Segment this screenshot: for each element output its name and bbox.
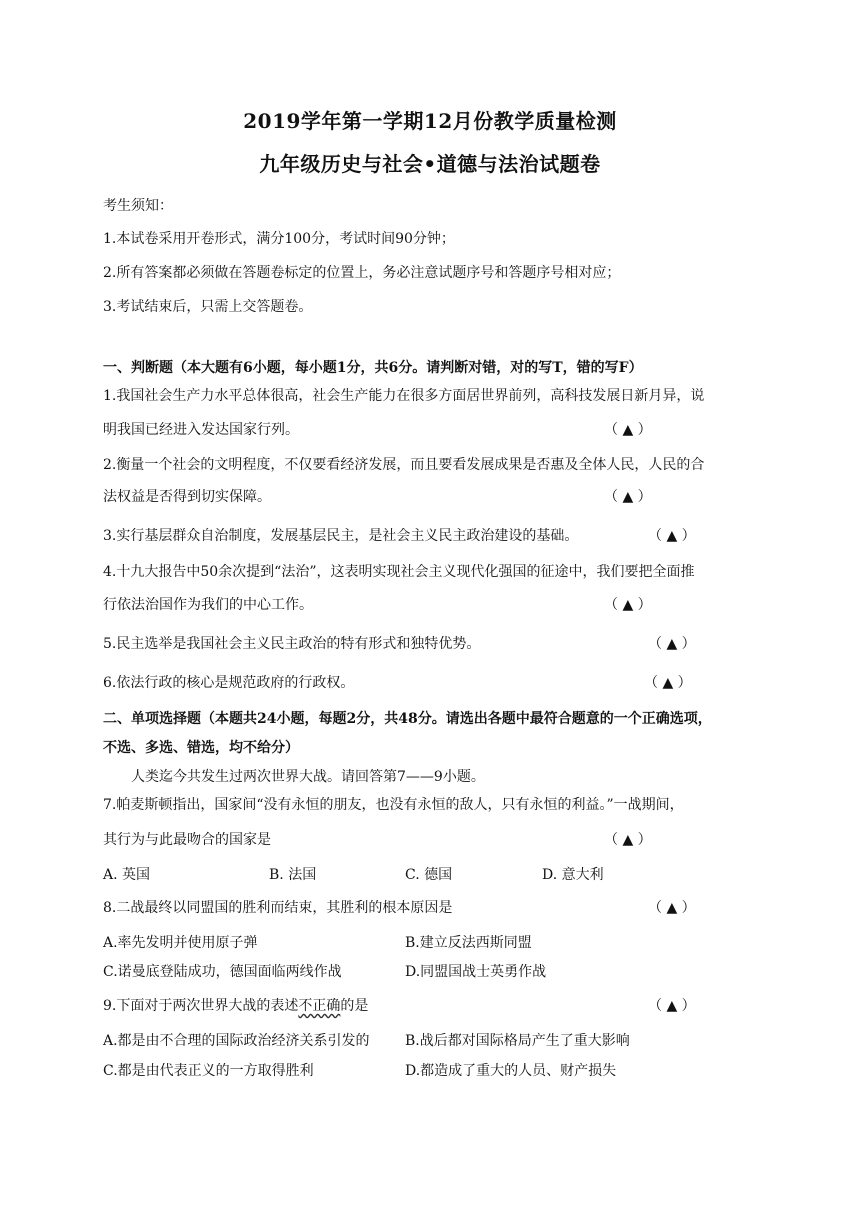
q9-option-c: C.都是由代表正义的一方取得胜利 [103,1063,314,1079]
notice-item-1: 1.本试卷采用开卷形式，满分100分，考试时间90分钟； [103,231,455,247]
notice-item-2: 2.所有答案都必须做在答题卷标定的位置上，务必注意试题序号和答题序号相对应； [103,265,621,281]
q7-option-d: D. 意大利 [542,867,604,883]
notice-item-3: 3.考试结束后，只需上交答题卷。 [103,299,313,315]
q1-answer-mark: （ ▲ ） [604,422,652,438]
q2-answer-mark: （ ▲ ） [604,489,652,505]
section2-heading-line2: 不选、多选、错选，均不给分） [103,740,299,756]
q9-answer-mark: （ ▲ ） [648,998,696,1014]
q4-line2: 行依法治国作为我们的中心工作。 [103,597,313,613]
q8-line: 8.二战最终以同盟国的胜利而结束，其胜利的根本原因是 [103,900,453,916]
q7-answer-mark: （ ▲ ） [604,832,652,848]
q7-9-intro: 人类迄今共发生过两次世界大战。请回答第7——9小题。 [131,769,485,785]
q8-option-c: C.诺曼底登陆成功，德国面临两线作战 [103,964,342,980]
section1-heading: 一、判断题（本大题有6小题，每小题1分，共6分。请判断对错，对的写T，错的写F） [103,360,643,376]
notice-heading: 考生须知： [103,198,173,214]
section2-heading-line1: 二、单项选择题（本题共24小题，每题2分，共48分。请选出各题中最符合题意的一个正确选项， [103,711,712,727]
q1-line2: 明我国已经进入发达国家行列。 [103,422,299,438]
q9-option-a: A.都是由不合理的国际政治经济关系引发的 [103,1033,370,1049]
q7-line2: 其行为与此最吻合的国家是 [103,832,271,848]
q3-answer-mark: （ ▲ ） [648,528,696,544]
q8-answer-mark: （ ▲ ） [648,900,696,916]
q4-line1: 4.十九大报告中50余次提到“法治”，这表明实现社会主义现代化强国的征途中，我们要把全面推 [103,564,695,580]
q9-text-post: 的是 [340,998,369,1014]
exam-title: 2019学年第一学期12月份教学质量检测 [243,109,617,133]
q7-option-a: A. 英国 [103,867,151,883]
q8-option-b: B.建立反法西斯同盟 [405,935,532,951]
q7-line1: 7.帕麦斯顿指出，国家间“没有永恒的朋友，也没有永恒的敌人，只有永恒的利益。”一战期间， [103,797,684,813]
q6-answer-mark: （ ▲ ） [644,675,692,691]
q9-option-b: B.战后都对国际格局产生了重大影响 [405,1033,630,1049]
q6-line: 6.依法行政的核心是规范政府的行政权。 [103,675,355,691]
q9-text-pre: 9.下面对于两次世界大战的表述 [103,998,299,1014]
q1-line1: 1.我国社会生产力水平总体很高，社会生产能力在很多方面居世界前列，高科技发展日新月异，说 [103,388,705,404]
q7-option-b: B. 法国 [269,867,317,883]
q9-option-d: D.都造成了重大的人员、财产损失 [405,1063,617,1079]
q5-line: 5.民主选举是我国社会主义民主政治的特有形式和独特优势。 [103,636,481,652]
q9-emphasis: 不正确 [298,998,341,1014]
q2-line1: 2.衡量一个社会的文明程度，不仅要看经济发展，而且要看发展成果是否惠及全体人民，人民的合 [103,457,705,473]
q8-option-a: A.率先发明并使用原子弹 [103,935,258,951]
exam-subtitle: 九年级历史与社会•道德与法治试题卷 [259,152,601,176]
q3-line: 3.实行基层群众自治制度，发展基层民主，是社会主义民主政治建设的基础。 [103,528,579,544]
q2-line2: 法权益是否得到切实保障。 [103,489,271,505]
q7-option-c: C. 德国 [405,867,453,883]
q8-option-d: D.同盟国战士英勇作战 [405,964,547,980]
q5-answer-mark: （ ▲ ） [648,636,696,652]
q4-answer-mark: （ ▲ ） [604,597,652,613]
